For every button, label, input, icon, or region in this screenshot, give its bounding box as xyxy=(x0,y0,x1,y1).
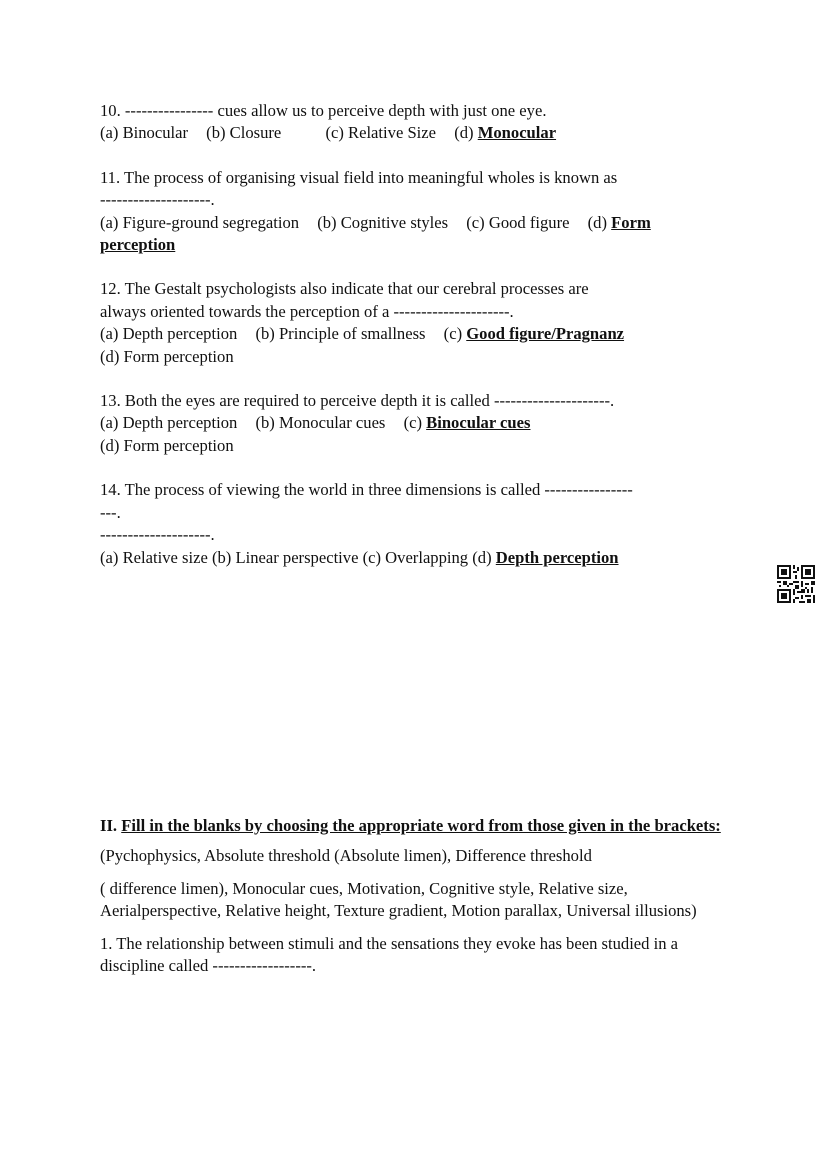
question-1: 1. The relationship between stimuli and the sensations they evoke has been studied in a discipline called ------------------. xyxy=(100,933,679,976)
option-a: (a) Depth perception xyxy=(100,324,238,344)
qr-code-icon xyxy=(777,565,815,603)
option-b: (b) Cognitive styles xyxy=(317,212,449,232)
question-10 xyxy=(100,100,728,145)
option-d-prefix: (d) xyxy=(454,123,474,143)
option-b: (b) Principle of smallness xyxy=(255,324,426,344)
options-row xyxy=(100,412,728,434)
option-c-prefix: (c) xyxy=(443,324,463,344)
option-c: (c) Relative Size xyxy=(325,123,437,143)
options-row xyxy=(100,547,728,569)
question-stem: 12. The Gestalt psychologists also indicate that our cerebral processes are xyxy=(100,279,589,299)
option-d: (d) Form perception xyxy=(100,346,234,366)
question-stem: 14. The process of viewing the world in three dimensions is called ---------------- xyxy=(100,480,633,500)
question-list xyxy=(100,100,728,591)
section-fill-in-blanks xyxy=(100,815,728,987)
section-numeral: II. xyxy=(100,816,118,835)
question-stem: 10. ---------------- cues allow us to perceive depth with just one eye. xyxy=(100,101,547,120)
correct-answer: Form xyxy=(611,212,651,232)
question-13 xyxy=(100,390,728,457)
option-d: (d) Form perception xyxy=(100,435,234,455)
question-blank: --------------------. xyxy=(100,190,215,210)
correct-answer: Depth perception xyxy=(495,547,619,567)
section-heading xyxy=(100,815,728,837)
word-bank-line2: ( difference limen), Monocular cues, Motivation, Cognitive style, Relative size, Aerialperspective, Relative height, Texture gradient, Motion parallax, Universal illusions) xyxy=(100,878,697,921)
word-bank-line1: (Pychophysics, Absolute threshold (Absolute limen), Difference threshold xyxy=(100,846,592,866)
options-row xyxy=(100,122,728,144)
correct-answer-continued: perception xyxy=(100,235,176,255)
option-c-prefix: (c) xyxy=(403,413,422,433)
option-a: (a) Binocular xyxy=(100,123,189,143)
question-stem-continued: ---. xyxy=(100,502,121,522)
option-a: (a) Figure-ground segregation xyxy=(100,212,300,232)
question-stem: 13. Both the eyes are required to perceive depth it is called ---------------------. xyxy=(100,391,615,411)
correct-answer: Binocular cues xyxy=(426,413,531,433)
option-b: (b) Closure xyxy=(206,123,282,143)
option-d-prefix: (d) xyxy=(587,212,608,232)
option-b: (b) Monocular cues xyxy=(255,413,386,433)
question-blank: --------------------. xyxy=(100,525,215,545)
question-14 xyxy=(100,479,728,569)
correct-answer: Monocular xyxy=(477,123,557,143)
option-a: (a) Depth perception xyxy=(100,413,238,433)
question-stem: 11. The process of organising visual field into meaningful wholes is known as xyxy=(100,167,618,187)
option-c: (c) Good figure xyxy=(466,212,570,232)
question-12 xyxy=(100,278,728,368)
section-title: Fill in the blanks by choosing the appropriate word from those given in the brackets: xyxy=(121,816,721,835)
correct-answer: Good figure/Pragnanz xyxy=(466,324,625,344)
question-11 xyxy=(100,167,728,257)
options-row xyxy=(100,323,728,345)
question-stem-continued: always oriented towards the perception of a ---------------------. xyxy=(100,301,514,321)
options-text: (a) Relative size (b) Linear perspective (c) Overlapping (d) xyxy=(100,547,492,567)
options-row xyxy=(100,212,728,234)
